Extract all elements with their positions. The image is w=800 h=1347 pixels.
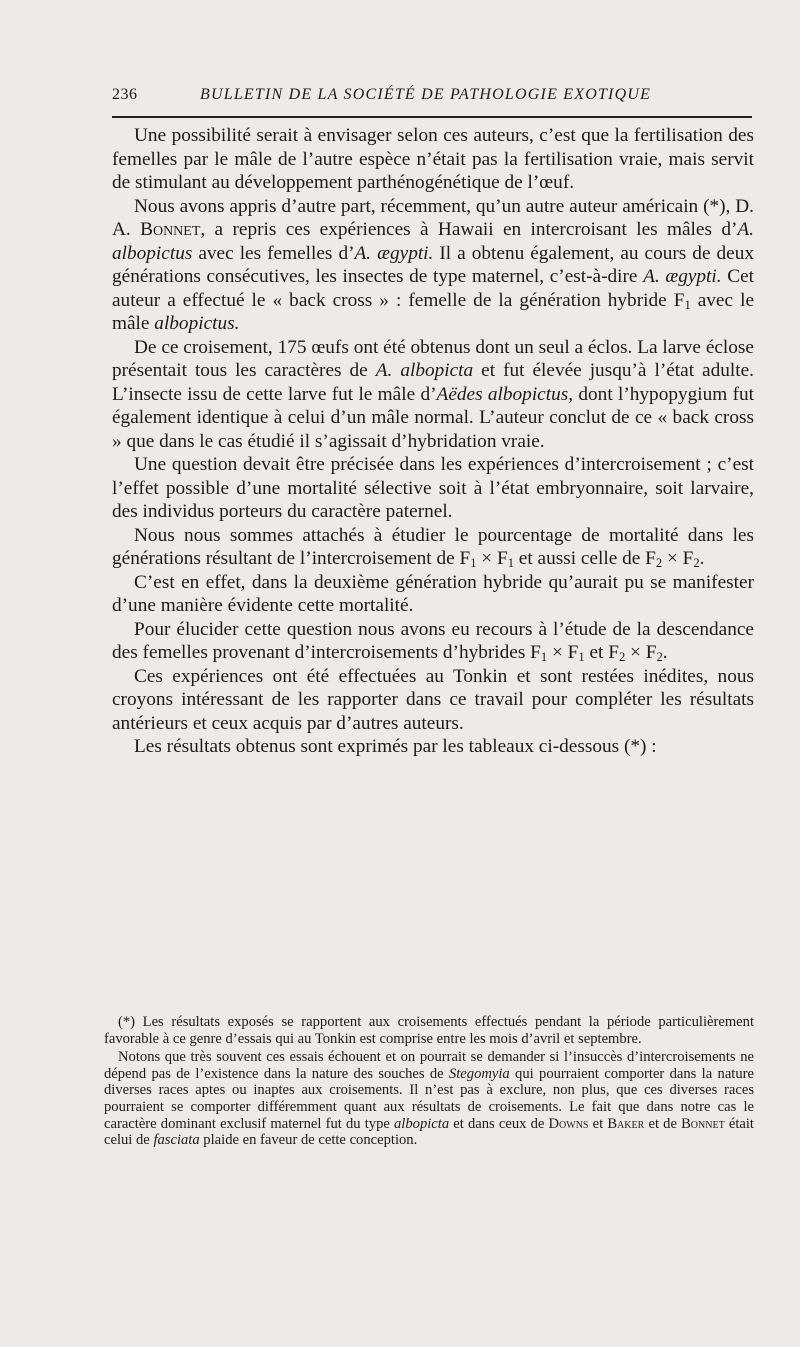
author-name: Bonnet <box>681 1115 725 1132</box>
author-name: Bonnet <box>140 219 201 240</box>
body-text <box>112 124 754 759</box>
paragraph-9: Les résultats obtenus sont exprimés par les tableaux ci-dessous (*) : <box>134 736 657 757</box>
paragraph-3: De ce croisement, 175 œufs ont été obtenus dont un seul a éclos. La larve éclose présentait tous les caractères de A. albopicta et fut élevée jusqu’à l’état adulte. L’insecte issu de cette larve fut le mâle d’Aëdes albopictus, dont l’hypopygium fut également identique à celui d’un mâle normal. L’auteur conclut de ce « back cross » que dans le cas étudié il s’agissait d’hybridation vraie. <box>112 336 754 452</box>
paragraph-8: Ces expériences ont été effectuées au Tonkin et sont restées inédites, nous croyons intéressant de les rapporter dans ce travail pour compléter les résultats antérieurs et ceux acquis par d’autres auteurs. <box>112 665 754 734</box>
footnotes <box>104 1014 754 1149</box>
footnote-1: (*) Les résultats exposés se rapportent aux croisements effectués pendant la période particulièrement favorable à ce genre d’essais qui au Tonkin est comprise entre les mois d’avril et septembre. <box>104 1014 754 1047</box>
genus-name: Stegomyia <box>448 1065 510 1082</box>
species-name: fasciata <box>153 1132 200 1149</box>
author-name: Baker <box>607 1115 645 1132</box>
page-number: 236 <box>112 86 138 103</box>
species-name: A. ægypti. <box>354 242 434 264</box>
page-header <box>112 86 752 110</box>
paragraph-7: Pour élucider cette question nous avons eu recours à l’étude de la descendance des femelles provenant d’intercroisements d’hybrides $F_1 \times F_1$ et $F_2 \times F_2$. <box>112 618 754 664</box>
running-title: BULLETIN DE LA SOCIÉTÉ DE PATHOLOGIE EXOTIQUE <box>200 86 652 103</box>
footnote-2: Notons que très souvent ces essais échouent et on pourrait se demander si l’insuccès d’intercroisements ne dépend pas de l’existence dans la nature des souches de Stegomyia qui pourraient comporter dans la nature diverses races aptes ou inaptes aux croisements. Il n’est pas à exclure, non plus, que ces diverses races pourraient se comporter différemment quant aux résultats de croisements. Le fait que dans notre cas le caractère dominant exclusif maternel fut du type albopicta et dans ceux de Downs et Baker et de Bonnet était celui de fasciata plaide en faveur de cette conception. <box>104 1049 754 1149</box>
paragraph-4: Une question devait être précisée dans les expériences d’intercroisement ; c’est l’effet possible d’une mortalité sélective soit à l’état embryonnaire, soit larvaire, des individus porteurs du caractère paternel. <box>112 454 754 522</box>
paragraph-1: Une possibilité serait à envisager selon ces auteurs, c’est que la fertilisation des femelles par le mâle de l’autre espèce n’était pas la fertilisation vraie, mais servit de stimulant au développement parthénogénétique de l’œuf. <box>112 125 754 193</box>
author-name: Downs <box>548 1115 589 1132</box>
species-name: A. albopictus <box>112 219 754 264</box>
header-rule <box>112 116 752 118</box>
species-name: A. ægypti. <box>643 266 722 287</box>
species-name: albopictus. <box>154 313 240 334</box>
paragraph-2: Nous avons appris d’autre part, récemment, qu’un autre auteur américain (*), D. A. Bonnet, a repris ces expériences à Hawaii en intercroisant les mâles d’A. albopictus avec les femelles d’A. ægypti. Il a obtenu également, au cours de deux générations consécutives, les insectes de type maternel, c’est-à-dire A. ægypti. Cet auteur a effectué le « back cross » : femelle de la génération hybride $F_1$ avec le mâle albopictus. <box>112 195 755 334</box>
species-name: A. albopicta <box>375 360 474 381</box>
paragraph-5: Nous nous sommes attachés à étudier le pourcentage de mortalité dans les générations résultant de l’intercroisement de $F_1 \times F_1$ et aussi celle de $F_2 \times F_2$. <box>112 524 754 570</box>
species-name: albopicta <box>394 1115 450 1132</box>
paragraph-6: C’est en effet, dans la deuxième génération hybride qu’aurait pu se manifester d’une manière évidente cette mortalité. <box>112 571 754 616</box>
species-name: Aëdes albopictus <box>436 383 569 405</box>
